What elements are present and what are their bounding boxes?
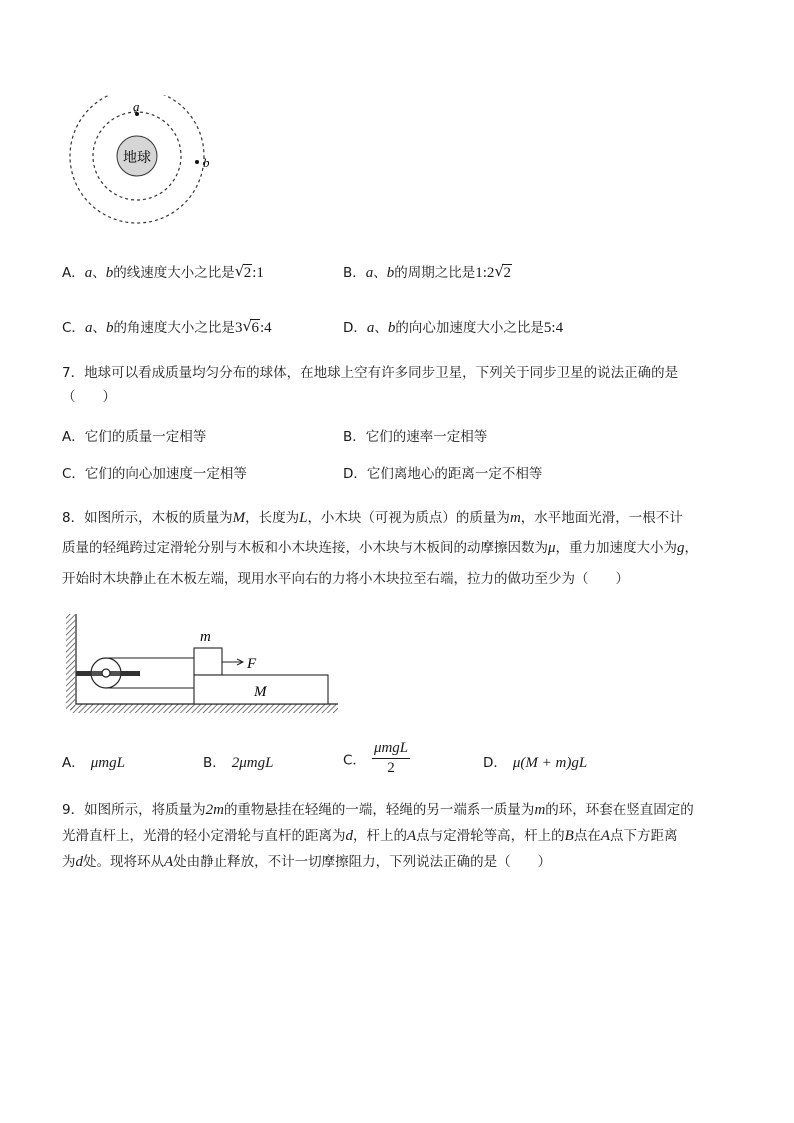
q8-option-a[interactable]: A． μmgL: [62, 755, 125, 771]
q9-line-2: 光滑直杆上，光滑的轻小定滑轮与直杆的距离为d，杆上的A点与定滑轮等高，杆上的B点在A点下方距离: [62, 828, 678, 844]
q7-option-a[interactable]: A．它们的质量一定相等: [62, 429, 207, 445]
label-m: m: [200, 629, 211, 645]
earth-label: 地球: [123, 150, 151, 166]
q8-option-c[interactable]: C． $\frac{\text{μmgL}}{2}$: [343, 740, 409, 776]
q8-line-1: 8．如图所示，木板的质量为M，长度为L，小木块（可视为质点）的质量为m，水平地面光滑，一根不计: [62, 510, 683, 526]
pulley-hub: [102, 669, 110, 677]
q8-option-b[interactable]: B． 2μmgL: [203, 755, 274, 771]
q8-line-2: 质量的轻绳跨过定滑轮分别与木板和小木块连接，小木块与木板间的动摩擦因数为μ，重力加速度大小为g，: [62, 540, 699, 556]
sqrt-2: √ 2: [234, 262, 252, 281]
q8-option-d[interactable]: D． μ(M + m)gL: [483, 755, 588, 771]
q6-option-d[interactable]: D．a、b的向心加速度大小之比是5:4: [343, 320, 564, 336]
q7-paren: （ ）: [62, 389, 116, 405]
label-F: F: [247, 656, 257, 672]
label-a: a: [133, 99, 140, 114]
q7-option-b[interactable]: B．它们的速率一定相等: [343, 429, 488, 445]
q8-line-3: 开始时木块静止在木板左端，现用水平向右的力将小木块拉至右端，拉力的做功至少为（ ）: [62, 571, 629, 587]
wall-hatch: [66, 614, 75, 710]
pulley-figure: [66, 612, 342, 718]
sqrt-6: √ 6: [242, 317, 259, 336]
sqrt-2b: √ 2: [494, 262, 511, 281]
fraction: $\frac{\text{μmgL}}{2}$: [373, 740, 409, 776]
q9-line-3: 为d处。现将环从A处由静止释放，不计一切摩擦阻力，下列说法正确的是（ ）: [62, 854, 552, 870]
ground-hatch: [70, 704, 338, 713]
q9-line-1: 9．如图所示，将质量为2m的重物悬挂在轻绳的一端，轻绳的另一端系一质量为m的环，环套在竖直固定的: [62, 802, 694, 818]
satellite-b: [195, 160, 199, 164]
q7-option-d[interactable]: D．它们离地心的距离一定不相等: [343, 466, 543, 482]
label-M: M: [254, 684, 267, 700]
q6-option-c[interactable]: C．a、b的角速度大小之比是3 √ 6:4: [62, 317, 272, 336]
orbit-figure: [60, 95, 230, 235]
q6-option-a[interactable]: A．a、b的线速度大小之比是 √ 2:1: [62, 262, 264, 281]
label-b: b: [203, 155, 210, 170]
q7-option-c[interactable]: C．它们的向心加速度一定相等: [62, 466, 247, 482]
q7-stem: 7．地球可以看成质量均匀分布的球体，在地球上空有许多同步卫星，下列关于同步卫星的说法正确的是: [62, 365, 679, 381]
block-m: [194, 648, 222, 675]
q6-option-b[interactable]: B．a、b的周期之比是1:2 √ 2: [343, 262, 511, 281]
